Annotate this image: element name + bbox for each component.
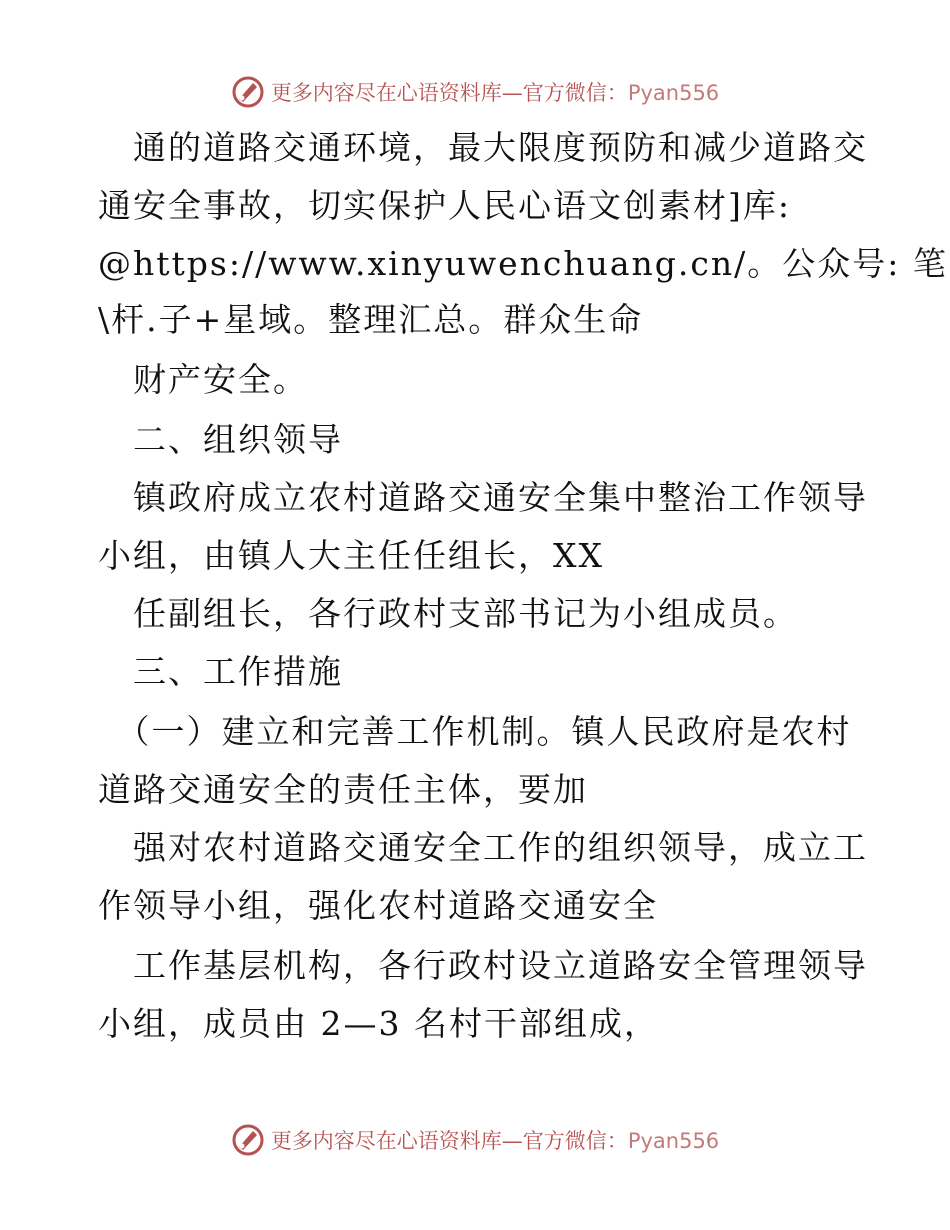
- body-line: 镇政府成立农村道路交通安全集中整治工作领导: [98, 478, 868, 517]
- body-line: 强对农村道路交通安全工作的组织领导，成立工: [98, 828, 868, 867]
- pen-nib-logo-icon: [231, 1123, 265, 1157]
- section-heading: 三、工作措施: [98, 652, 343, 691]
- body-line: 财产安全。: [98, 360, 308, 399]
- body-line: 任副组长，各行政村支部书记为小组成员。: [98, 594, 798, 633]
- body-line: @https://www.xinyuwenchuang.cn/。公众号: 笔: [98, 244, 948, 283]
- body-line: 小组，由镇人大主任任组长，XX: [98, 536, 604, 575]
- header-watermark: [0, 72, 950, 112]
- pen-nib-logo-icon: [231, 75, 265, 109]
- body-line: （一）建立和完善工作机制。镇人民政府是农村: [98, 712, 852, 751]
- body-line: 道路交通安全的责任主体，要加: [98, 770, 588, 809]
- footer-watermark-text: 更多内容尽在心语资料库—官方微信：Pyan556: [270, 1129, 720, 1153]
- body-line: 通的道路交通环境，最大限度预防和减少道路交: [98, 128, 868, 167]
- section-heading: 二、组织领导: [98, 420, 343, 459]
- body-line: 小组，成员由 2—3 名村干部组成，: [98, 1004, 659, 1043]
- footer-watermark: [0, 1120, 950, 1160]
- body-line: 通安全事故，切实保护人民心语文创素材]库:: [98, 186, 791, 225]
- body-line: \杆.子+星域。整理汇总。群众生命: [98, 300, 644, 339]
- body-line: 工作基层机构，各行政村设立道路安全管理领导: [98, 946, 868, 985]
- body-line: 作领导小组，强化农村道路交通安全: [98, 886, 658, 925]
- header-watermark-text: 更多内容尽在心语资料库—官方微信：Pyan556: [270, 81, 720, 105]
